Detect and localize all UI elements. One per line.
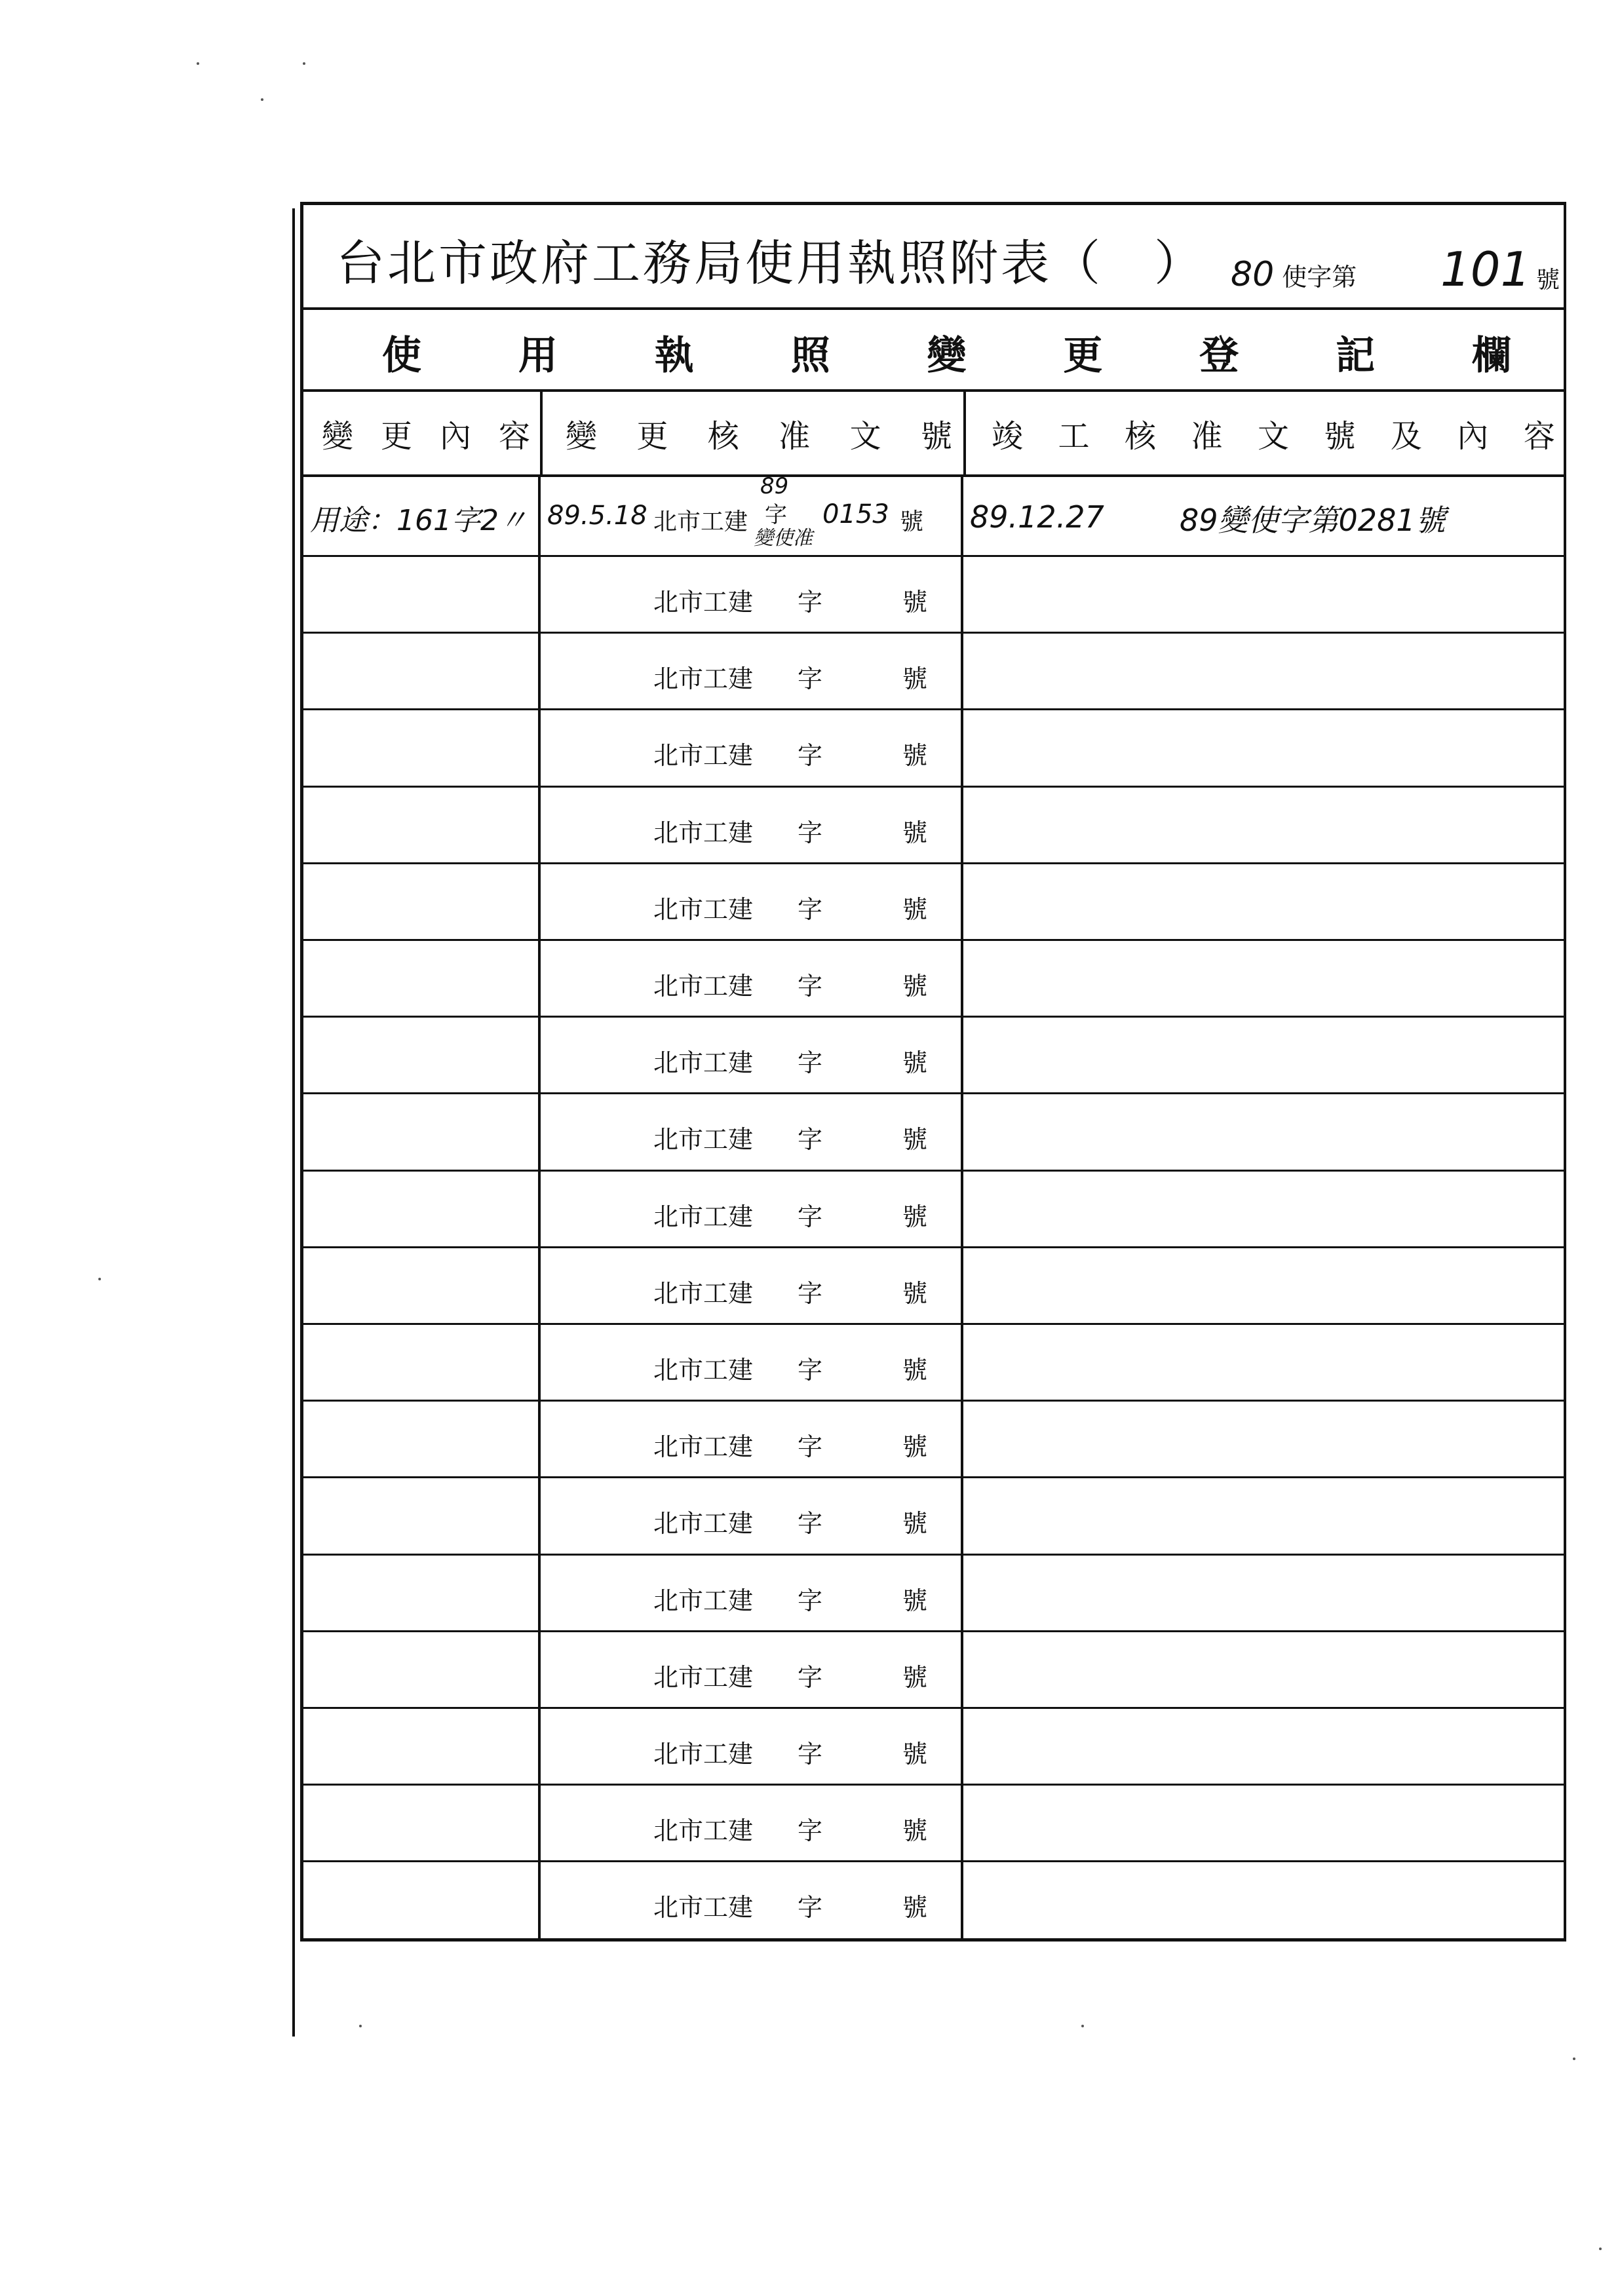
ref-suffix: 號 — [902, 1432, 928, 1462]
ref-suffix: 號 — [902, 972, 928, 1001]
column-header-char: 准 — [1191, 417, 1223, 455]
table-row — [303, 710, 1564, 787]
table-row — [303, 1556, 1564, 1632]
ref-prefix: 北市工建 — [653, 588, 754, 617]
change-content-cell — [303, 557, 538, 632]
ref-word: 字 — [798, 894, 823, 924]
table-row — [303, 788, 1564, 864]
completion-approval-cell — [963, 864, 1553, 939]
completion-approval-cell — [963, 1632, 1553, 1707]
change-content-cell — [303, 634, 538, 708]
change-content-cell — [303, 1172, 538, 1246]
ref-prefix: 北市工建 — [653, 1893, 754, 1923]
ref-prefix: 北市工建 — [653, 1356, 754, 1385]
completion-approval-cell — [963, 1018, 1553, 1092]
column-divider — [540, 392, 543, 477]
change-content-cell — [303, 710, 538, 785]
scan-margin-line — [292, 208, 295, 2037]
column-header-char: 文 — [1257, 417, 1289, 455]
scan-speck — [1573, 2057, 1575, 2060]
scan-speck — [98, 1278, 101, 1280]
column-header-row — [303, 392, 1564, 477]
column-header-char: 變 — [322, 417, 354, 455]
completion-approval-cell — [963, 941, 1553, 1016]
ref-word: 字 — [798, 972, 823, 1001]
ref-suffix: 號 — [902, 1662, 928, 1692]
ref-suffix: 號 — [902, 1048, 928, 1078]
ref-word: 字 — [798, 588, 823, 617]
table-row — [303, 1094, 1564, 1171]
change-approval-cell — [541, 634, 960, 708]
column-header-char: 變 — [566, 417, 598, 455]
ref-word: 字 — [798, 1048, 823, 1078]
ref-suffix: 號 — [902, 1125, 928, 1155]
table-row — [303, 1018, 1564, 1094]
change-approval-cell — [541, 473, 960, 555]
permit-number: 101 — [1440, 242, 1531, 297]
approval-ref-template — [653, 889, 928, 925]
change-approval-cell — [541, 1094, 960, 1169]
ref-word: 字 — [798, 1432, 823, 1462]
completion-approval-cell — [963, 1862, 1553, 1939]
change-approval-cell — [541, 1248, 960, 1323]
permit-suffix: 號 — [1536, 267, 1560, 294]
table-row — [303, 1172, 1564, 1248]
change-approval-cell — [541, 1325, 960, 1400]
ref-word: 字 — [798, 818, 823, 847]
change-content-cell — [303, 1018, 538, 1092]
section-heading-char: 登 — [1199, 333, 1239, 379]
approval-ref-template — [653, 1810, 928, 1846]
column-header-char: 竣 — [992, 417, 1024, 455]
completion-approval-cell — [963, 557, 1553, 632]
column-header-char: 核 — [1124, 417, 1156, 455]
change-approval-cell — [541, 1478, 960, 1553]
ref-suffix: 號 — [902, 1278, 928, 1308]
change-approval-cell — [541, 1632, 960, 1707]
scan-speck — [1599, 2248, 1602, 2250]
ref-prefix: 北市工建 — [653, 1816, 754, 1846]
approval-ref-template — [653, 1503, 928, 1539]
scan-speck — [197, 62, 199, 65]
column-header-char: 及 — [1390, 417, 1422, 455]
change-content-cell — [303, 1862, 538, 1939]
ref-word: 字 — [798, 1816, 823, 1846]
approval-ref-template — [653, 813, 928, 849]
scan-speck — [303, 62, 305, 65]
section-heading-char: 執 — [654, 333, 694, 379]
change-approval-cell — [541, 710, 960, 785]
approval-ref-template — [653, 1734, 928, 1770]
approval-ref-template — [653, 1426, 928, 1463]
permit-word: 使字第 — [1282, 263, 1357, 292]
scan-speck — [1081, 2025, 1084, 2027]
usage-permit-change-form — [300, 202, 1566, 1942]
ref-prefix: 北市工建 — [653, 741, 754, 771]
section-heading-char: 變 — [927, 333, 967, 379]
change-approval-cell — [541, 1709, 960, 1784]
change-content-cell — [303, 1094, 538, 1169]
column-header-change-approval — [566, 392, 952, 474]
scan-speck — [261, 98, 263, 101]
column-header-char: 工 — [1058, 417, 1090, 455]
table-row — [303, 473, 1564, 557]
table-row — [303, 1786, 1564, 1862]
completion-approval-cell — [963, 1094, 1553, 1169]
change-content-cell — [303, 1325, 538, 1400]
section-heading — [303, 324, 1564, 381]
ref-prefix: 北市工建 — [653, 1278, 754, 1308]
section-heading-char: 照 — [790, 333, 830, 379]
change-approval-cell — [541, 1172, 960, 1246]
approval-ref-template — [653, 966, 928, 1002]
approval-ref-template — [653, 1887, 928, 1923]
completion-approval-cell — [963, 1402, 1553, 1476]
completion-date: 89.12.27 — [970, 499, 1104, 535]
column-header-char: 號 — [920, 417, 952, 455]
completion-approval-cell — [963, 1248, 1553, 1323]
approval-suffix: 號 — [900, 508, 924, 535]
table-row — [303, 1402, 1564, 1478]
approval-type: 變使准 — [754, 527, 813, 550]
approval-year: 89 — [760, 473, 789, 499]
approval-number: 0153 — [822, 499, 889, 529]
table-row — [303, 1862, 1564, 1939]
approval-word: 字 — [765, 502, 787, 528]
column-header-char: 文 — [849, 417, 881, 455]
change-content-cell — [303, 1709, 538, 1784]
section-heading-char: 欄 — [1472, 333, 1511, 379]
ref-suffix: 號 — [902, 1893, 928, 1923]
section-heading-char: 用 — [518, 333, 558, 379]
ref-word: 字 — [798, 1893, 823, 1923]
completion-approval-cell — [963, 477, 1553, 555]
ref-suffix: 號 — [902, 1509, 928, 1539]
completion-approval-cell — [963, 1325, 1553, 1400]
table-row — [303, 557, 1564, 634]
column-header-char: 內 — [439, 417, 471, 455]
table-row — [303, 864, 1564, 941]
approval-prefix: 北市工建 — [653, 508, 748, 535]
ref-suffix: 號 — [902, 588, 928, 617]
change-approval-cell — [541, 557, 960, 632]
ref-prefix: 北市工建 — [653, 1662, 754, 1692]
ref-prefix: 北市工建 — [653, 894, 754, 924]
table-row — [303, 941, 1564, 1018]
change-content-cell — [303, 1248, 538, 1323]
ref-word: 字 — [798, 1586, 823, 1615]
ref-word: 字 — [798, 1662, 823, 1692]
ref-word: 字 — [798, 1125, 823, 1155]
ref-prefix: 北市工建 — [653, 1125, 754, 1155]
approval-ref-template — [653, 582, 928, 618]
table-row — [303, 1632, 1564, 1709]
approval-ref-template — [653, 1350, 928, 1386]
column-header-char: 更 — [636, 417, 668, 455]
ref-suffix: 號 — [902, 818, 928, 847]
change-approval-cell — [541, 1862, 960, 1939]
column-header-char: 內 — [1457, 417, 1489, 455]
change-approval-cell — [541, 1556, 960, 1630]
ref-word: 字 — [798, 1740, 823, 1769]
column-divider — [963, 392, 966, 477]
change-approval-cell — [541, 1018, 960, 1092]
approval-ref-template — [653, 1119, 928, 1155]
ref-prefix: 北市工建 — [653, 972, 754, 1001]
ref-word: 字 — [798, 664, 823, 694]
change-approval-cell — [541, 788, 960, 862]
change-content-cell — [303, 1556, 538, 1630]
ref-prefix: 北市工建 — [653, 1432, 754, 1462]
section-heading-char: 記 — [1336, 333, 1376, 379]
column-header-char: 號 — [1324, 417, 1356, 455]
approval-ref-template — [653, 1043, 928, 1079]
completion-approval-cell — [963, 710, 1553, 785]
scan-speck — [359, 2025, 362, 2027]
ref-suffix: 號 — [902, 1356, 928, 1385]
ref-prefix: 北市工建 — [653, 818, 754, 847]
completion-approval-cell — [963, 634, 1553, 708]
table-row — [303, 1709, 1564, 1786]
change-approval-cell — [541, 864, 960, 939]
completion-approval-cell — [963, 1709, 1553, 1784]
change-content-cell — [303, 864, 538, 939]
ref-suffix: 號 — [902, 1202, 928, 1231]
column-header-char: 容 — [498, 417, 530, 455]
column-header-char: 准 — [779, 417, 811, 455]
change-content-cell — [303, 1478, 538, 1553]
change-content-cell — [303, 788, 538, 862]
approval-ref-template — [653, 1273, 928, 1309]
ref-prefix: 北市工建 — [653, 1202, 754, 1231]
permit-year: 80 — [1231, 255, 1275, 294]
change-content-cell — [303, 941, 538, 1016]
section-heading-char: 更 — [1063, 333, 1103, 379]
ref-prefix: 北市工建 — [653, 1509, 754, 1539]
ref-prefix: 北市工建 — [653, 1048, 754, 1078]
column-header-change-content — [322, 392, 530, 474]
approval-ref-template — [653, 735, 928, 771]
completion-approval-cell — [963, 1172, 1553, 1246]
change-approval-cell — [541, 1402, 960, 1476]
completion-approval-cell — [963, 1556, 1553, 1630]
table-row — [303, 1325, 1564, 1402]
ref-suffix: 號 — [902, 664, 928, 694]
title-row — [303, 205, 1564, 310]
ref-suffix: 號 — [902, 1586, 928, 1615]
column-header-char: 核 — [707, 417, 739, 455]
change-content-cell — [303, 1786, 538, 1860]
ref-suffix: 號 — [902, 1740, 928, 1769]
approval-ref-template — [653, 1580, 928, 1617]
ref-suffix: 號 — [902, 894, 928, 924]
ref-prefix: 北市工建 — [653, 1586, 754, 1615]
ref-word: 字 — [798, 1509, 823, 1539]
change-content-cell — [303, 1632, 538, 1707]
change-approval-cell — [541, 1786, 960, 1860]
change-content-cell — [303, 1402, 538, 1476]
ref-prefix: 北市工建 — [653, 664, 754, 694]
permit-number-block — [1231, 242, 1560, 297]
ref-word: 字 — [798, 741, 823, 771]
column-header-completion-approval — [992, 392, 1555, 474]
completion-approval-cell — [963, 1786, 1553, 1860]
form-title: 台北市政府工務局使用執照附表（ ） — [336, 235, 1205, 292]
change-content-cell — [303, 477, 538, 555]
completion-approval-cell — [963, 1478, 1553, 1553]
table-row — [303, 634, 1564, 710]
approval-ref-template — [653, 659, 928, 695]
column-header-char: 更 — [380, 417, 412, 455]
ref-word: 字 — [798, 1278, 823, 1308]
completion-ref: 89變使字第0281號 — [1180, 503, 1446, 538]
section-heading-row — [303, 310, 1564, 392]
ref-word: 字 — [798, 1202, 823, 1231]
ref-suffix: 號 — [902, 741, 928, 771]
ref-suffix: 號 — [902, 1816, 928, 1846]
ref-word: 字 — [798, 1356, 823, 1385]
table-row — [303, 1248, 1564, 1325]
section-heading-char: 使 — [382, 333, 421, 379]
ref-prefix: 北市工建 — [653, 1740, 754, 1769]
approval-date: 89.5.18 — [547, 501, 647, 531]
approval-ref-template — [653, 1196, 928, 1233]
completion-approval-cell — [963, 788, 1553, 862]
change-content-text: 用途：161字2〃 — [310, 504, 528, 537]
change-approval-cell — [541, 941, 960, 1016]
approval-ref-template — [653, 1657, 928, 1693]
table-row — [303, 1478, 1564, 1555]
column-header-char: 容 — [1523, 417, 1555, 455]
